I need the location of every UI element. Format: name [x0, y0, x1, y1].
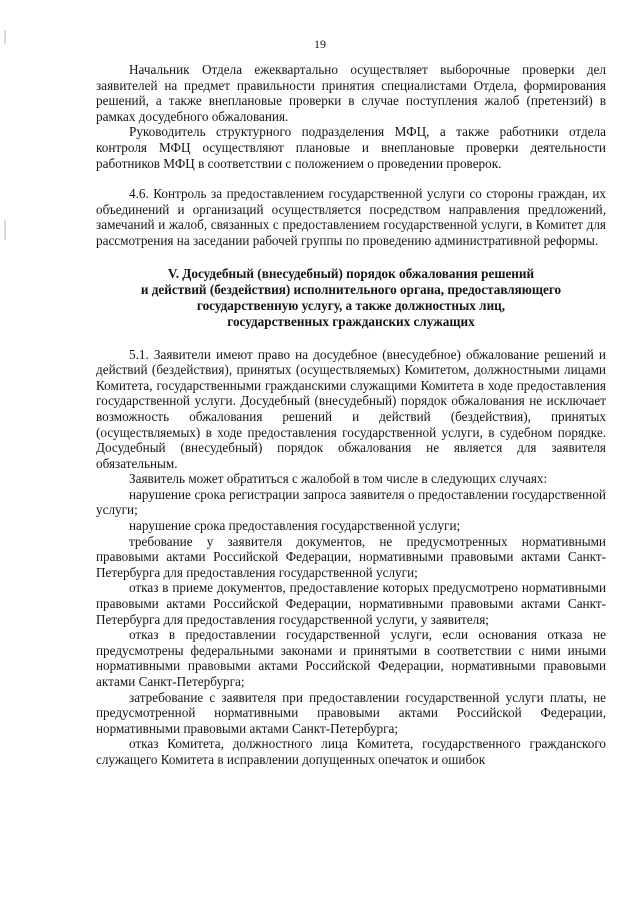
- heading-line: государственных гражданских служащих: [227, 313, 475, 329]
- page-number: 19: [314, 37, 326, 51]
- scan-edge-mark: [4, 220, 6, 240]
- list-item: отказ Комитета, должностного лица Комитета, государственного гражданского служащего Комитета в исправлении допущенных опечаток и ошибок: [96, 736, 606, 767]
- paragraph-4-6: 4.6. Контроль за предоставлением государственной услуги со стороны граждан, их объединений и организаций осуществляется посредством направления предложений, замечаний и жалоб, связанных с предоставлением государственной услуги, в Комитет для рассмотрения на заседании рабочей группы по проведению административной реформы.: [96, 186, 606, 248]
- list-item: отказ в предоставлении государственной услуги, если основания отказа не предусмотрены федеральными законами и принятыми в соответствии с ними иными нормативными правовыми актами Российской Федерации, нормативными правовыми актами Санкт-Петербурга;: [96, 627, 606, 689]
- paragraph: Заявитель может обратиться с жалобой в том числе в следующих случаях:: [129, 471, 548, 487]
- document-body: [96, 62, 606, 768]
- list-item: нарушение срока регистрации запроса заявителя о предоставлении государственной услуги;: [96, 486, 606, 518]
- paragraph-5-1: 5.1. Заявители имеют право на досудебное (внесудебное) обжалование решений и действий (бездействия), принятых (осуществляемых) Комитетом, должностными лицами Комитета, государственными гражданскими служащими Комитета в ходе предоставления государственной услуги. Досудебный (внесудебный) порядок обжалования не исключает возможность обжалования решений и действий (бездействия), принятых (осуществляемых) в ходе предоставления государственной услуги, в судебном порядке. Досудебный (внесудебный) порядок обжалования не является для заявителя обязательным.: [96, 346, 606, 471]
- list-item: нарушение срока предоставления государственной услуги;: [129, 518, 461, 534]
- list-item: требование у заявителя документов, не предусмотренных нормативными правовыми актами Российской Федерации, нормативными правовыми актами Санкт-Петербурга для предоставления государственной услуги;: [96, 533, 606, 580]
- spacer: [96, 171, 606, 186]
- spacer: [96, 330, 606, 347]
- list-item: затребование с заявителя при предоставлении государственной услуги платы, не предусмотренной нормативными правовыми актами Российской Федерации, нормативными правовыми актами Санкт-Петербурга;: [96, 689, 606, 736]
- paragraph: Руководитель структурного подразделения МФЦ, а также работники отдела контроля МФЦ осуществляют плановые и внеплановые проверки деятельности работников МФЦ в соответствии с положением о проведении проверок.: [96, 124, 606, 171]
- heading-line: и действий (бездействия) исполнительного органа, предоставляющего: [140, 281, 562, 297]
- paragraph: Начальник Отдела ежеквартально осуществляет выборочные проверки дел заявителей на предмет правильности принятия специалистами Отдела, формирования решений, а также внеплановые проверки в случае поступления жалоб (претензий) в рамках досудебного обжалования.: [96, 62, 606, 124]
- list-item: отказ в приеме документов, предоставление которых предусмотрено нормативными правовыми актами Российской Федерации, нормативными правовыми актами Санкт-Петербурга для предоставления государственной услуги, у заявителя;: [96, 580, 606, 627]
- heading-line: V. Досудебный (внесудебный) порядок обжалования решений: [167, 265, 535, 281]
- heading-line: государственную услугу, а также должностных лиц,: [196, 297, 506, 313]
- spacer: [96, 249, 606, 266]
- section-heading: [96, 266, 606, 330]
